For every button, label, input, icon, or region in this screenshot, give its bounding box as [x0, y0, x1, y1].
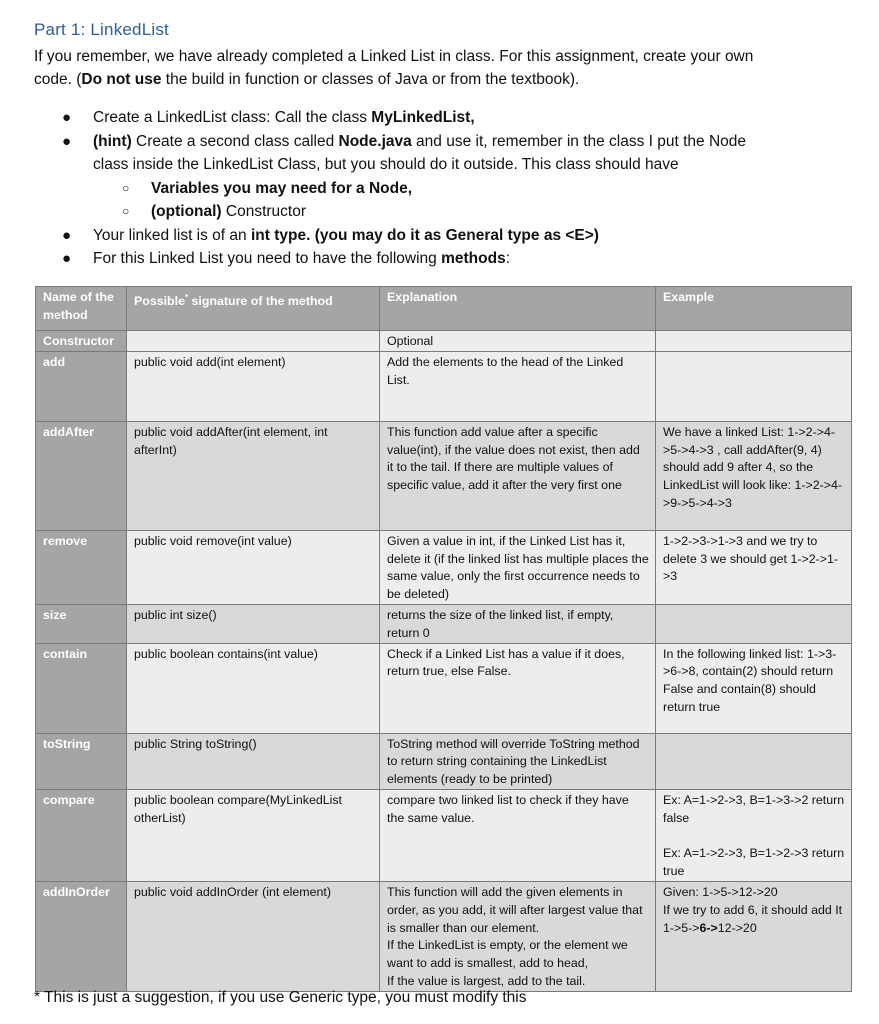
method-signature: public void remove(int value)	[127, 530, 380, 604]
table-row	[36, 331, 852, 352]
method-example: In the following linked list: 1->3->6->8, contain(2) should return False and contain(8) should return true	[656, 643, 852, 733]
method-example	[656, 351, 852, 421]
method-signature: public void addAfter(int element, int afterInt)	[127, 421, 380, 530]
method-explanation: Given a value in int, if the Linked List has it, delete it (if the linked list has multiple places the same value, only the first occurrence needs to be deleted)	[380, 530, 656, 604]
method-signature	[127, 331, 380, 352]
footnote: * This is just a suggestion, if you use Generic type, you must modify this	[34, 989, 527, 1006]
requirements-list	[58, 106, 838, 271]
method-name: addAfter	[36, 421, 127, 530]
method-name: toString	[36, 733, 127, 789]
circle-bullet-icon: ○	[122, 180, 130, 195]
sub-list-item: ○ Variables you may need for a Node,	[58, 177, 838, 201]
method-signature: public void addInOrder (int element)	[127, 881, 380, 991]
intro-line-2: code. (Do not use the build in function or classes of Java or from the textbook).	[34, 71, 580, 88]
method-name: addInOrder	[36, 881, 127, 991]
method-name: Constructor	[36, 331, 127, 352]
list-item: ● For this Linked List you need to have the following methods:	[58, 247, 838, 271]
method-signature: public String toString()	[127, 733, 380, 789]
bullet-icon: ●	[62, 250, 72, 267]
bullet-icon: ●	[62, 109, 72, 126]
method-explanation: Optional	[380, 331, 656, 352]
list-item: ● Your linked list is of an int type. (you may do it as General type as <E>)	[58, 224, 838, 248]
method-signature: public boolean contains(int value)	[127, 643, 380, 733]
table-row	[36, 881, 852, 991]
method-explanation: compare two linked list to check if they have the same value.	[380, 789, 656, 881]
method-name: add	[36, 351, 127, 421]
method-example	[656, 733, 852, 789]
table-row	[36, 643, 852, 733]
method-name: compare	[36, 789, 127, 881]
method-example: Given: 1->5->12->20 If we try to add 6, it should add It 1->5->6->12->20	[656, 881, 852, 991]
header-method-name: Name of the method	[36, 287, 127, 331]
bullet-icon: ●	[62, 226, 72, 244]
table-row	[36, 604, 852, 643]
method-explanation: Add the elements to the head of the Linked List.	[380, 351, 656, 421]
method-explanation: This function will add the given elements in order, as you add, it will after largest value that is smaller than our element. If the LinkedList is empty, or the element we want to add is smallest, add to head, If the value is largest, add to the tail.	[380, 881, 656, 991]
method-example: Ex: A=1->2->3, B=1->3->2 return false Ex: A=1->2->3, B=1->2->3 return true	[656, 789, 852, 881]
method-name: remove	[36, 530, 127, 604]
method-explanation: returns the size of the linked list, if empty, return 0	[380, 604, 656, 643]
header-signature: Possible* signature of the method	[127, 287, 380, 331]
list-item: ● Create a LinkedList class: Call the class MyLinkedList,	[58, 106, 838, 130]
method-signature: public int size()	[127, 604, 380, 643]
circle-bullet-icon: ○	[122, 204, 130, 218]
table-row	[36, 351, 852, 421]
table-row	[36, 789, 852, 881]
method-example	[656, 604, 852, 643]
table-row	[36, 530, 852, 604]
method-name: contain	[36, 643, 127, 733]
header-example: Example	[656, 287, 852, 331]
method-explanation: ToString method will override ToString method to return string containing the LinkedList elements (ready to be printed)	[380, 733, 656, 789]
header-explanation: Explanation	[380, 287, 656, 331]
method-signature: public boolean compare(MyLinkedList otherList)	[127, 789, 380, 881]
methods-table	[35, 286, 852, 992]
method-signature: public void add(int element)	[127, 351, 380, 421]
table-row	[36, 733, 852, 789]
page-title: Part 1: LinkedList	[34, 20, 169, 39]
list-item: ● (hint) Create a second class called Node.java and use it, remember in the class I put the Node class inside the LinkedList Class, but you should do it outside. This class should have	[58, 130, 838, 177]
method-example	[656, 331, 852, 352]
method-name: size	[36, 604, 127, 643]
method-explanation: Check if a Linked List has a value if it does, return true, else False.	[380, 643, 656, 733]
intro-line-1: If you remember, we have already completed a Linked List in class. For this assignment, create your own	[34, 48, 754, 65]
table-header-row	[36, 287, 852, 331]
method-example: 1->2->3->1->3 and we try to delete 3 we should get 1->2->1->3	[656, 530, 852, 604]
intro-paragraph	[34, 45, 834, 91]
bullet-icon: ●	[62, 132, 72, 150]
sub-list-item: ○ (optional) Constructor	[58, 200, 838, 224]
method-explanation: This function add value after a specific value(int), if the value does not exist, then add it to the tail. If there are multiple values of specific value, add it after the very first one	[380, 421, 656, 530]
method-example: We have a linked List: 1->2->4->5->4->3 , call addAfter(9, 4) should add 9 after 4, so the LinkedList will look like: 1->2->4->9->5->4->3	[656, 421, 852, 530]
table-row	[36, 421, 852, 530]
